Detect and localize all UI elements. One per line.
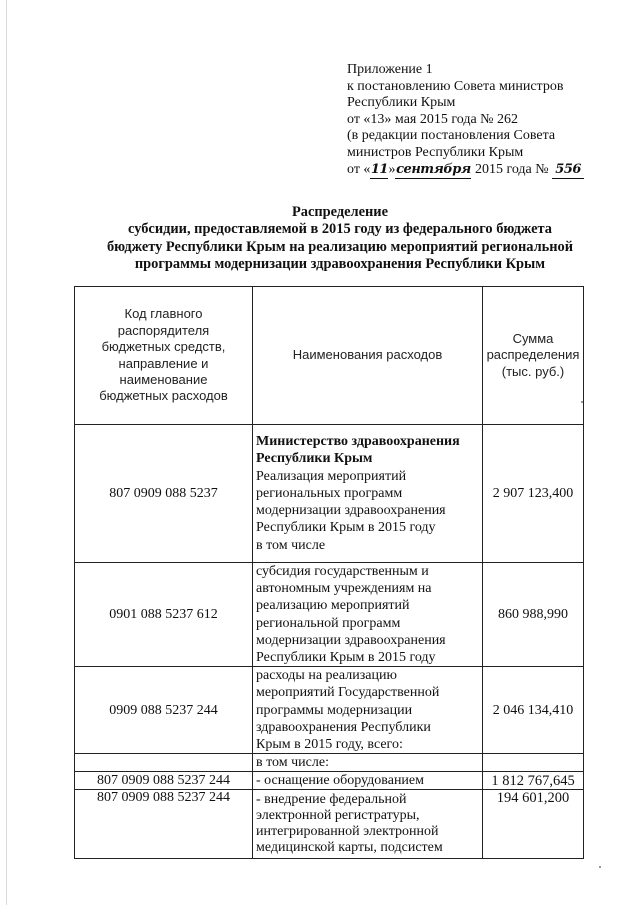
cell-line: Республики Крым в 2015 году bbox=[256, 520, 436, 536]
cell-line: в том числе bbox=[256, 537, 326, 553]
name-cell bbox=[253, 772, 483, 790]
cell-line: реализацию мероприятий bbox=[256, 598, 410, 614]
date-close: » bbox=[388, 161, 396, 177]
appendix-date-line bbox=[347, 162, 584, 180]
date-year: 2015 года № bbox=[471, 161, 553, 177]
code-cell: 0909 088 5237 244 bbox=[75, 667, 253, 754]
cell-line: Сумма bbox=[512, 330, 554, 346]
cell-line: Реализация мероприятий bbox=[256, 468, 407, 484]
cell-line: модернизации здравоохранения bbox=[256, 632, 446, 648]
header-code bbox=[75, 287, 253, 425]
appendix-block bbox=[347, 62, 584, 179]
header-sum bbox=[483, 287, 584, 425]
cell-line: региональных программ bbox=[256, 485, 403, 501]
sum-cell: 1 812 767,645 bbox=[483, 772, 584, 790]
cell-line: региональной программ bbox=[256, 615, 401, 631]
title-line: программы модернизации здравоохранения Республики Крым bbox=[134, 256, 546, 273]
cell-line: наименование bbox=[119, 371, 208, 387]
cell-line: - внедрение федеральной bbox=[256, 792, 407, 808]
cell-line: субсидия государственным и bbox=[256, 564, 429, 579]
cell-line: распорядителя bbox=[117, 322, 210, 338]
handwritten-number: 556 bbox=[552, 162, 584, 180]
cell-line: Код главного bbox=[124, 306, 203, 322]
name-cell bbox=[253, 754, 483, 772]
appendix-line: от «13» мая 2015 года № 262 bbox=[347, 111, 519, 127]
appendix-line: Приложение 1 bbox=[347, 62, 433, 77]
sum-cell: 2 046 134,410 bbox=[483, 667, 584, 754]
name-cell bbox=[253, 563, 483, 667]
date-prefix: от « bbox=[347, 161, 371, 177]
appendix-line: Республики Крым bbox=[347, 95, 456, 111]
cell-line: (тыс. руб.) bbox=[501, 363, 565, 379]
cell-line: Республики Крым в 2015 году bbox=[256, 650, 436, 666]
table-row bbox=[75, 754, 584, 772]
document-title bbox=[40, 204, 640, 274]
table-row bbox=[75, 790, 584, 859]
table-row bbox=[75, 772, 584, 790]
code-cell: 807 0909 088 5237 244 bbox=[75, 772, 253, 790]
cell-line: бюджетных расходов bbox=[99, 388, 228, 404]
cell-line: направление и bbox=[118, 355, 209, 371]
appendix-line: министров Республики Крым bbox=[347, 144, 524, 160]
sum-cell: 2 907 123,400 bbox=[483, 425, 584, 563]
appendix-line: (в редакции постановления Совета bbox=[347, 128, 556, 144]
cell-line: расходы на реализацию bbox=[256, 668, 397, 684]
cell-line: - оснащение оборудованием bbox=[256, 772, 424, 788]
code-cell: 807 0909 088 5237 bbox=[75, 425, 253, 563]
distribution-table bbox=[74, 286, 584, 859]
table-header-row bbox=[75, 287, 584, 425]
table-row bbox=[75, 563, 584, 667]
cell-line: медицинской карты, подсистем bbox=[256, 840, 443, 856]
name-cell bbox=[253, 425, 483, 563]
code-cell: 0901 088 5237 612 bbox=[75, 563, 253, 667]
code-cell: 807 0909 088 5237 244 bbox=[75, 790, 253, 859]
sum-cell bbox=[483, 754, 584, 772]
table-row bbox=[75, 667, 584, 754]
scan-speck bbox=[599, 866, 601, 868]
cell-line: электронной регистратуры, bbox=[256, 808, 420, 824]
cell-line: распределения bbox=[486, 347, 580, 363]
sum-cell: 194 601,200 bbox=[483, 790, 584, 859]
cell-line: мероприятий Государственной bbox=[256, 685, 440, 701]
cell-line: автономным учреждениям на bbox=[256, 581, 432, 597]
name-cell bbox=[253, 790, 483, 859]
appendix-line: к постановлению Совета министров bbox=[347, 78, 564, 94]
title-line: Распределение bbox=[292, 204, 388, 220]
code-cell bbox=[75, 754, 253, 772]
table-row bbox=[75, 425, 584, 563]
cell-line: интегрированной электронной bbox=[256, 824, 439, 840]
header-name: Наименования расходов bbox=[253, 287, 483, 425]
scan-speck bbox=[581, 401, 583, 403]
cell-line: в том числе: bbox=[256, 754, 329, 770]
cell-line: Крым в 2015 году, всего: bbox=[256, 737, 403, 753]
name-cell bbox=[253, 667, 483, 754]
cell-line: Министерство здравоохранения bbox=[256, 434, 460, 450]
handwritten-month: сентября bbox=[395, 162, 471, 180]
cell-line: модернизации здравоохранения bbox=[256, 503, 446, 519]
table-body bbox=[75, 287, 584, 859]
cell-line: Республики Крым bbox=[256, 451, 373, 467]
cell-line: программы модернизации bbox=[256, 702, 413, 718]
cell-line: бюджетных средств, bbox=[101, 339, 226, 355]
scan-edge-line bbox=[6, 0, 7, 905]
title-line: бюджету Республики Крым на реализацию мероприятий региональной bbox=[106, 238, 574, 255]
handwritten-day: 11 bbox=[370, 162, 388, 180]
sum-cell: 860 988,990 bbox=[483, 563, 584, 667]
cell-line: здравоохранения Республики bbox=[256, 719, 431, 735]
title-line: субсидии, предоставляемой в 2015 году из федерального бюджета bbox=[128, 221, 552, 238]
